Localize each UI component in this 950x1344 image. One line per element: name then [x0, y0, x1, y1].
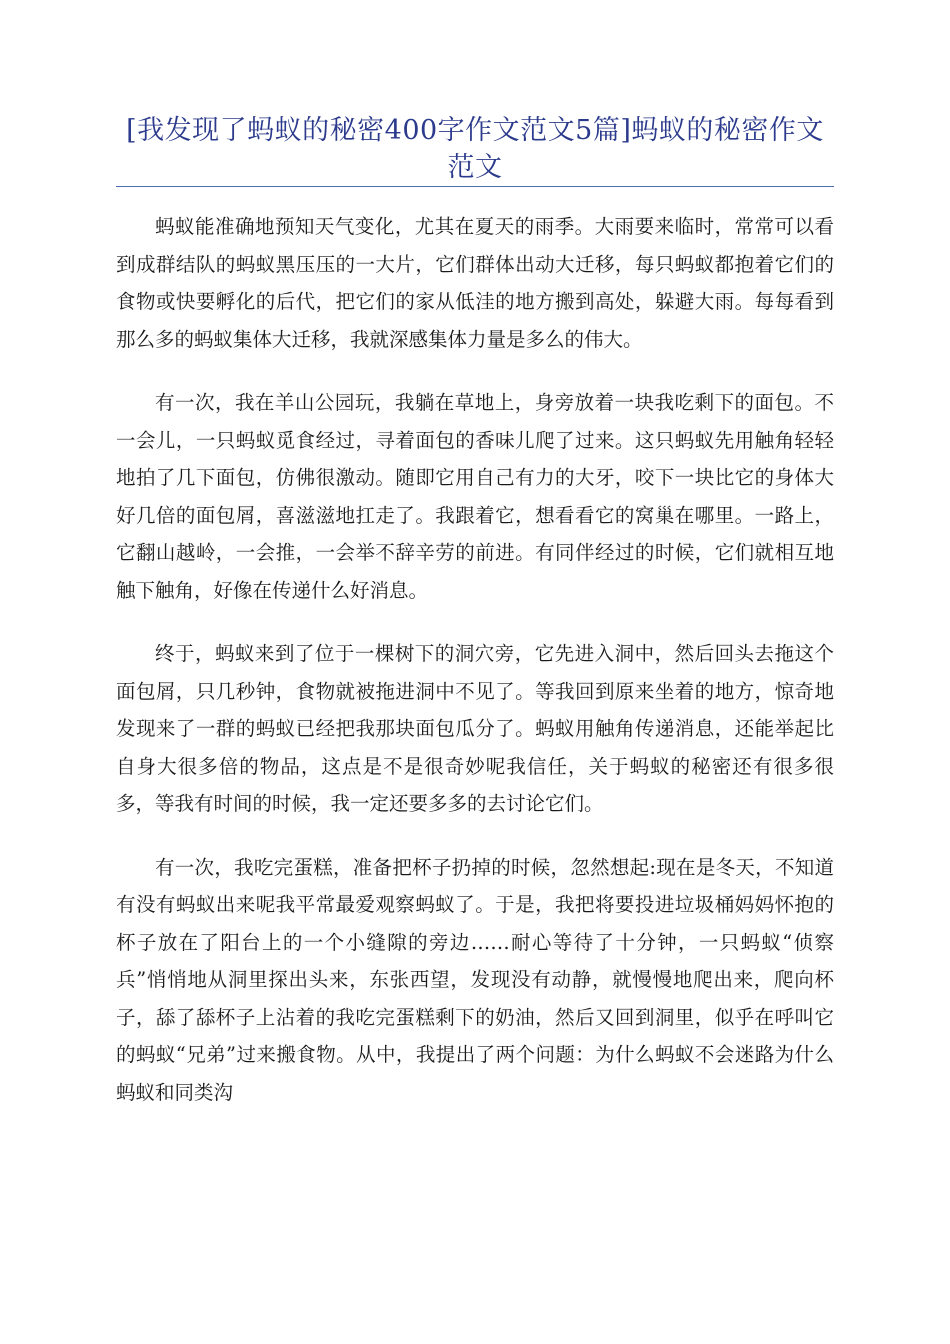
- title-block: [116, 112, 834, 186]
- document-body: [116, 208, 834, 1137]
- paragraph-3: 终于，蚂蚁来到了位于一棵树下的洞穴旁，它先进入洞中，然后回头去拖这个面包屑，只几秒钟，食物就被拖进洞中不见了。等我回到原来坐着的地方，惊奇地发现来了一群的蚂蚁已经把我那块面包瓜分了。蚂蚁用触角传递消息，还能举起比自身大很多倍的物品，这点是不是很奇妙呢我信任，关于蚂蚁的秘密还有很多很多，等我有时间的时候，我一定还要多多的去讨论它们。: [116, 642, 834, 815]
- document-title: [我发现了蚂蚁的秘密400字作文范文5篇]蚂蚁的秘密作文范文: [126, 115, 824, 183]
- paragraph-4: 有一次，我吃完蛋糕，准备把杯子扔掉的时候，忽然想起:现在是冬天，不知道有没有蚂蚁出来呢我平常最爱观察蚂蚁了。于是，我把将要投进垃圾桶妈妈怀抱的杯子放在了阳台上的一个小缝隙的旁边……耐心等待了十分钟，一只蚂蚁“侦察兵”悄悄地从洞里探出头来，东张西望，发现没有动静，就慢慢地爬出来，爬向杯子，舔了舔杯子上沾着的我吃完蛋糕剩下的奶油，然后又回到洞里，似乎在呼叫它的蚂蚁“兄弟”过来搬食物。从中，我提出了两个问题：为什么蚂蚁不会迷路为什么蚂蚁和同类沟: [116, 855, 834, 1104]
- paragraph-2: 有一次，我在羊山公园玩，我躺在草地上，身旁放着一块我吃剩下的面包。不一会儿，一只蚂蚁觅食经过，寻着面包的香味儿爬了过来。这只蚂蚁先用触角轻轻地拍了几下面包，仿佛很激动。随即它用自己有力的大牙，咬下一块比它的身体大好几倍的面包屑，喜滋滋地扛走了。我跟着它，想看看它的窝巢在哪里。一路上，它翻山越岭，一会推，一会举不辞辛劳的前进。有同伴经过的时候，它们就相互地触下触角，好像在传递什么好消息。: [116, 391, 834, 602]
- paragraph-1: 蚂蚁能准确地预知天气变化，尤其在夏天的雨季。大雨要来临时，常常可以看到成群结队的蚂蚁黑压压的一大片，它们群体出动大迁移，每只蚂蚁都抱着它们的食物或快要孵化的后代，把它们的家从低洼的地方搬到高处，躲避大雨。每每看到那么多的蚂蚁集体大迁移，我就深感集体力量是多么的伟大。: [116, 215, 834, 351]
- title-underline: [116, 186, 834, 187]
